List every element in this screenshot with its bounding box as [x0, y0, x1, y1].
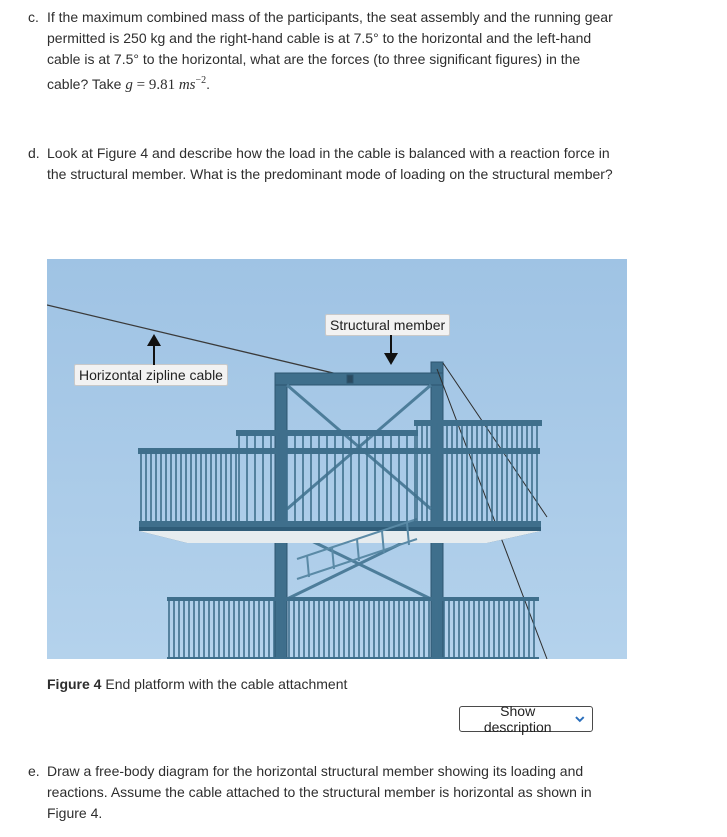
arrow-down-icon [382, 335, 400, 367]
question-d [28, 143, 613, 185]
question-e-letter: e. [28, 763, 40, 779]
question-c-letter: c. [28, 9, 39, 25]
figure-4-photo [47, 259, 627, 659]
question-d-text: Look at Figure 4 and describe how the load in the cable is balanced with a reaction force in the structural member. What is the predominant mode of loading on the structural member? [47, 145, 613, 182]
question-c-text: If the maximum combined mass of the participants, the seat assembly and the running gear permitted is 250 kg and the right-hand cable is at 7.5° to the horizontal and the left-hand cable is at 7.5° to the horizontal, what are the forces (to three significant figures) in the cable? Take g = 9.81 $ms^{-2}$. [47, 9, 613, 93]
gravity-formula: g = 9.81 $ms^{-2}$ [125, 75, 207, 93]
structural-member-beam [275, 373, 443, 385]
show-description-button[interactable] [459, 703, 593, 735]
question-e [28, 761, 613, 824]
figure-caption: Figure 4 End platform with the cable attachment [47, 676, 348, 692]
question-d-letter: d. [28, 145, 40, 161]
label-structural-member: Structural member [325, 314, 450, 336]
question-c [28, 7, 613, 96]
question-e-text: Draw a free-body diagram for the horizontal structural member showing its loading and reactions. Assume the cable attached to the structural member is horizontal as shown in Figure 4. [47, 763, 592, 821]
arrow-up-icon [145, 333, 163, 365]
chevron-down-icon [574, 713, 586, 725]
show-description-label: Show description [483, 703, 552, 735]
label-horizontal-zipline-cable: Horizontal zipline cable [74, 364, 228, 386]
